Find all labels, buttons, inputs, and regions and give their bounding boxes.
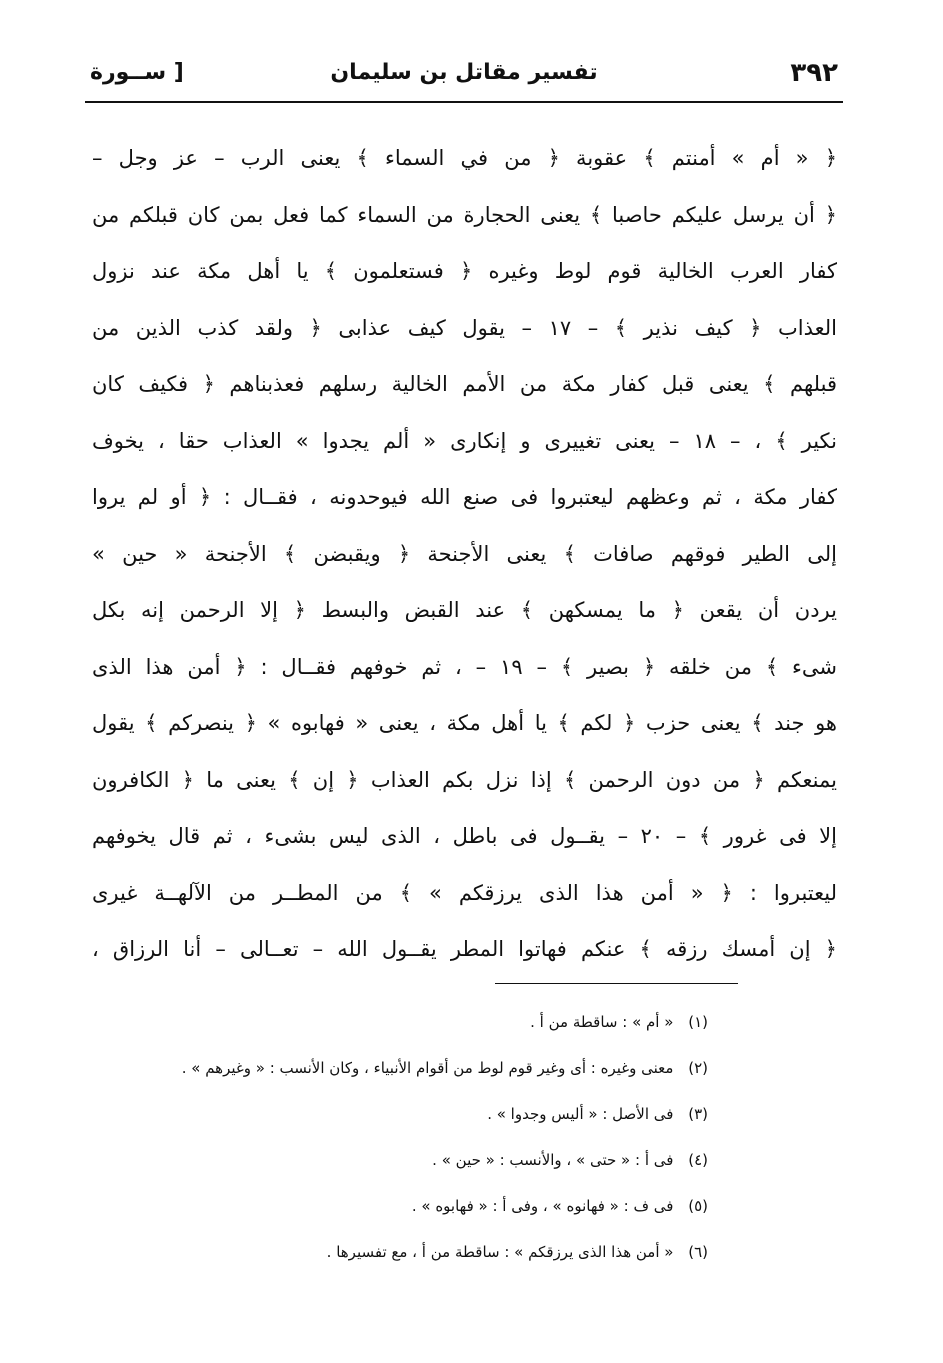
- footnote-text: فى الأصل : « أليس وجدوا » .: [487, 1105, 674, 1123]
- body-line: العذاب ﴿ كيف نذير ﴾ – ١٧ – يقول كيف عذابى ﴿ ولقد كذب الذين من: [92, 315, 837, 340]
- body-text: [92, 130, 837, 978]
- body-line: ﴿ أن يرسل عليكم حاصبا ﴾ يعنى الحجارة من السماء كما فعل بمن كان قبلكم من: [92, 202, 837, 227]
- page-header: [90, 58, 838, 98]
- body-line: شىء ﴾ من خلقه ﴿ بصير ﴾ – ١٩ – ، ثم خوفهم فقــال : ﴿ أمن هذا الذى: [92, 654, 837, 679]
- footnote-marker: (٤): [688, 1151, 708, 1169]
- body-line: يمنعكم ﴿ من دون الرحمن ﴾ إذا نزل بكم العذاب ﴿ إن ﴾ يعنى ما ﴿ الكافرون: [92, 767, 837, 792]
- page-number: ٣٩٢: [790, 58, 838, 88]
- body-line: إلا فى غرور ﴾ – ٢٠ – يقــول فى باطل ، الذى ليس بشىء ، ثم قال يخوفهم: [92, 824, 837, 848]
- footnote-marker: (٢): [688, 1059, 708, 1077]
- footnote-marker: (٣): [688, 1105, 708, 1123]
- footnote: [120, 1146, 708, 1192]
- footnote-text: فى أ : « حتى » ، والأنسب : « حين » .: [432, 1151, 674, 1169]
- surah-tag: [ ســورة: [90, 60, 184, 85]
- footnote-marker: (٦): [688, 1243, 708, 1261]
- footnotes-divider: [495, 983, 738, 984]
- footnote-text: « أمن هذا الذى يرزقكم » : ساقطة من أ ، مع تفسيرها .: [326, 1243, 674, 1261]
- footnote-text: « أم » : ساقطة من أ .: [530, 1013, 674, 1031]
- body-line: كفار العرب الخالية قوم لوط وغيره ﴿ فستعلمون ﴾ يا أهل مكة عند نزول: [92, 259, 837, 283]
- body-line: نكير ﴾ ، – ١٨ – يعنى تغييرى و إنكارى « ألم يجدوا » العذاب حقا ، يخوف: [92, 428, 837, 453]
- footnote: [120, 1238, 708, 1284]
- footnotes: [120, 1008, 708, 1284]
- header-divider: [85, 101, 843, 103]
- body-line: كفار مكة ، ثم وعظهم ليعتبروا فى صنع الله فيوحدونه ، فقــال : ﴿ أو لم يروا: [92, 485, 837, 509]
- body-line: قبلهم ﴾ يعنى قبل كفار مكة من الأمم الخالية رسلهم فعذبناهم ﴿ فكيف كان: [92, 372, 837, 396]
- body-line: ﴿ « أم » أمنتم ﴾ عقوبة ﴿ من في السماء ﴾ يعنى الرب – عز وجل –: [92, 146, 837, 170]
- footnote: [120, 1100, 708, 1146]
- body-line: ليعتبروا : ﴿ « أمن هذا الذى يرزقكم » ﴾ من المطــر من الآلهــة غيرى: [92, 880, 837, 905]
- footnote: [120, 1008, 708, 1054]
- body-line: هو جند ﴾ يعنى حزب ﴿ لكم ﴾ يا أهل مكة ، يعنى « فهابوه » ﴿ ينصركم ﴾ يقول: [92, 711, 837, 735]
- footnote-marker: (١): [688, 1013, 708, 1031]
- footnote-marker: (٥): [688, 1197, 708, 1215]
- footnote-text: فى ف : « فهانوه » ، وفى أ : « فهابوه » .: [411, 1197, 674, 1215]
- body-line: ﴿ إن أمسك رزقه ﴾ عنكم فهاتوا المطر يقــول الله – تعــالى – أنا الرزاق ،: [92, 937, 837, 961]
- body-line: إلى الطير فوقهم صافات ﴾ يعنى الأجنحة ﴿ ويقبضن ﴾ الأجنحة « حين »: [92, 541, 837, 566]
- footnote-text: معنى وغيره : أى وغير قوم لوط من أقوام الأنبياء ، وكان الأنسب : « وغيرهم » .: [181, 1059, 674, 1077]
- body-line: يردن أن يقعن ﴿ ما يمسكهن ﴾ عند القبض والبسط ﴿ إلا الرحمن إنه بكل: [92, 598, 837, 622]
- footnote: [120, 1192, 708, 1238]
- footnote: [120, 1054, 708, 1100]
- running-title: تفسير مقاتل بن سليمان: [330, 60, 598, 85]
